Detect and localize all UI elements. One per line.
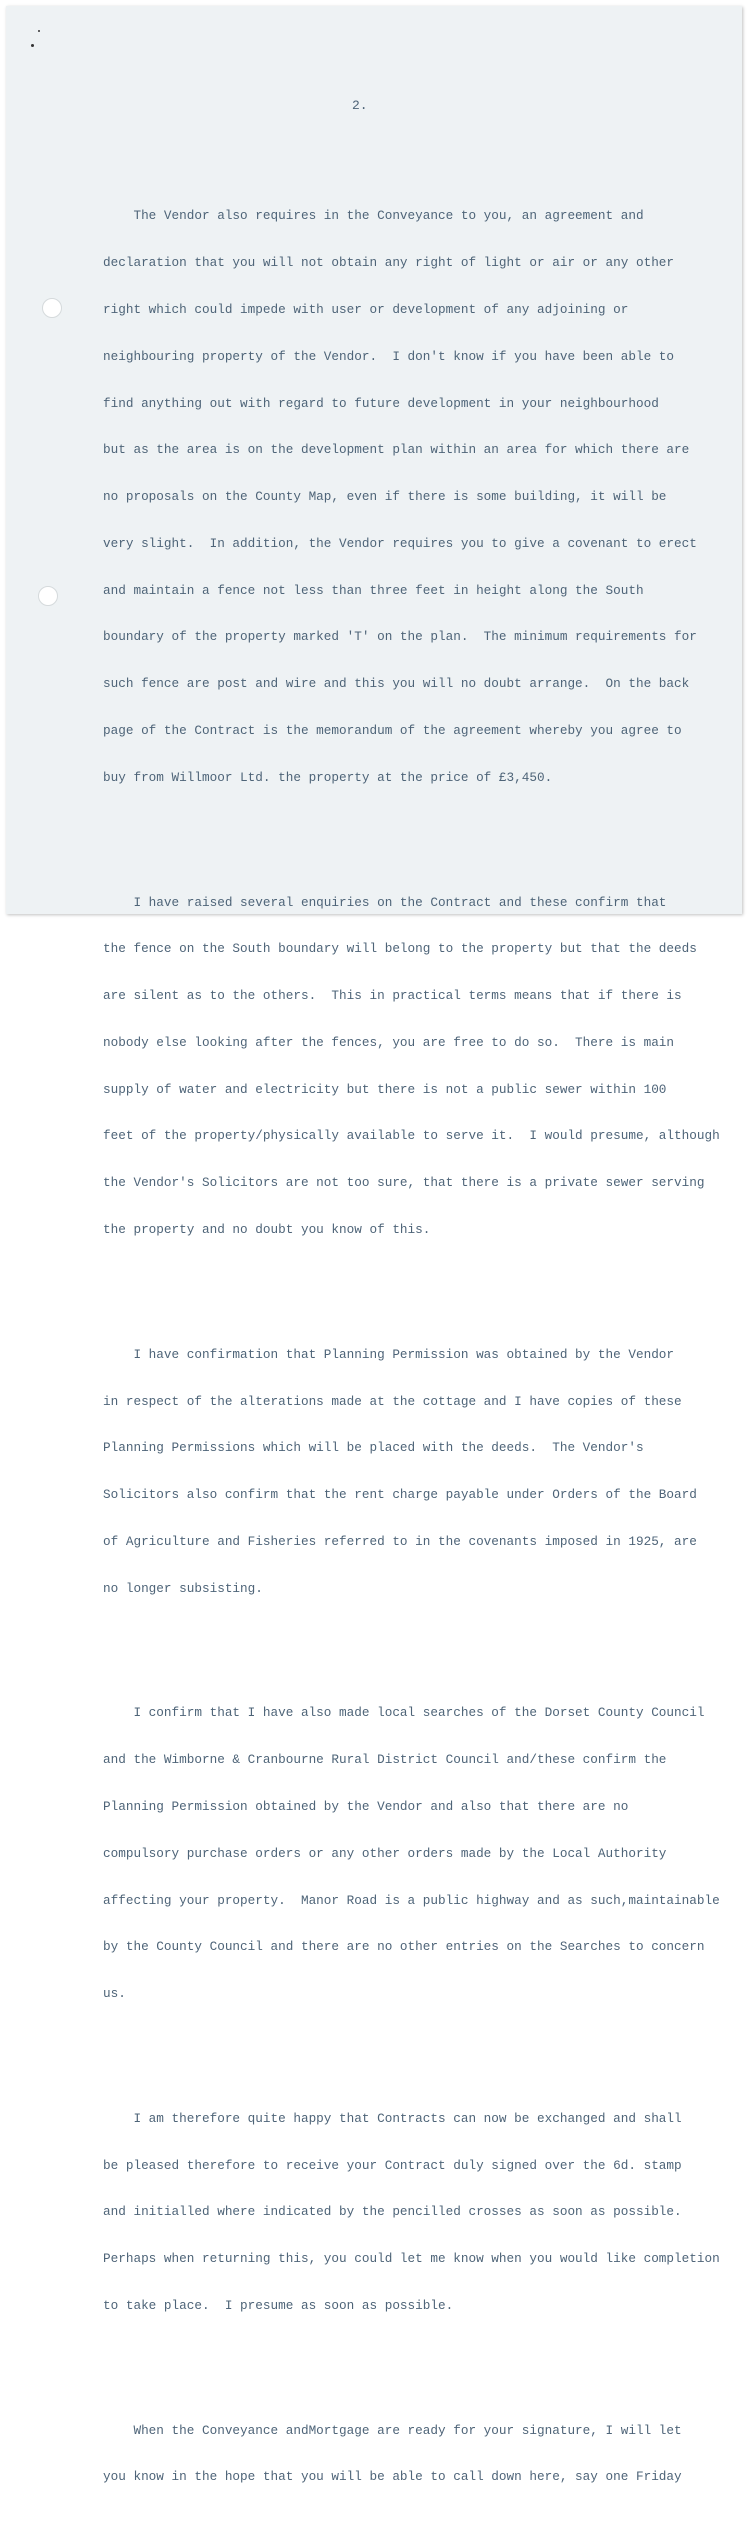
text-line: very slight. In addition, the Vendor requires you to give a covenant to erect bbox=[103, 535, 697, 551]
text-line: The Vendor also requires in the Conveyance to you, an agreement and bbox=[103, 208, 644, 224]
text-line: to take place. I presume as soon as possible. bbox=[103, 2297, 454, 2313]
paragraph bbox=[103, 177, 743, 816]
text-line: are silent as to the others. This in practical terms means that if there is bbox=[103, 988, 682, 1004]
text-line: nobody else looking after the fences, you are free to do so. There is main bbox=[103, 1034, 675, 1050]
paragraph bbox=[103, 2080, 743, 2345]
ink-speck bbox=[31, 44, 34, 47]
text-line: us. bbox=[103, 1986, 126, 2002]
text-line: affecting your property. Manor Road is a public highway and as such,maintainable bbox=[103, 1892, 720, 1908]
paragraph bbox=[103, 863, 743, 1268]
text-line: I have confirmation that Planning Permission was obtained by the Vendor bbox=[103, 1346, 675, 1362]
text-line: such fence are post and wire and this you will no doubt arrange. On the back bbox=[103, 676, 690, 692]
paragraph bbox=[103, 1674, 743, 2033]
text-line: Perhaps when returning this, you could let me know when you would like completion bbox=[103, 2251, 720, 2267]
text-line: I am therefore quite happy that Contracts can now be exchanged and shall bbox=[103, 2110, 682, 2126]
paragraph bbox=[103, 2392, 743, 2517]
text-line: the Vendor's Solicitors are not too sure, that there is a private sewer serving bbox=[103, 1175, 705, 1191]
text-line: be pleased therefore to receive your Contract duly signed over the 6d. stamp bbox=[103, 2157, 682, 2173]
text-line: the fence on the South boundary will belong to the property but that the deeds bbox=[103, 941, 697, 957]
punch-hole-top bbox=[42, 298, 62, 318]
page-number: 2. bbox=[352, 98, 368, 113]
text-line: Planning Permissions which will be placed with the deeds. The Vendor's bbox=[103, 1440, 644, 1456]
text-line: When the Conveyance andMortgage are ready for your signature, I will let bbox=[103, 2422, 682, 2438]
text-line: no proposals on the County Map, even if there is some building, it will be bbox=[103, 489, 667, 505]
text-line: page of the Contract is the memorandum of the agreement whereby you agree to bbox=[103, 722, 682, 738]
text-line: but as the area is on the development plan within an area for which there are bbox=[103, 442, 690, 458]
text-line: compulsory purchase orders or any other orders made by the Local Authority bbox=[103, 1845, 667, 1861]
text-line: in respect of the alterations made at the cottage and I have copies of these bbox=[103, 1393, 682, 1409]
text-line: boundary of the property marked 'T' on the plan. The minimum requirements for bbox=[103, 629, 697, 645]
ink-speck bbox=[38, 30, 40, 32]
letter-body bbox=[103, 146, 743, 2547]
text-line: and the Wimborne & Cranbourne Rural District Council and/these confirm the bbox=[103, 1752, 667, 1768]
text-line: Solicitors also confirm that the rent charge payable under Orders of the Board bbox=[103, 1487, 697, 1503]
text-line: I have raised several enquiries on the Contract and these confirm that bbox=[103, 894, 667, 910]
text-line: supply of water and electricity but there is not a public sewer within 100 bbox=[103, 1081, 667, 1097]
text-line: and maintain a fence not less than three feet in height along the South bbox=[103, 582, 644, 598]
text-line: feet of the property/physically available to serve it. I would presume, although bbox=[103, 1128, 720, 1144]
text-line: of Agriculture and Fisheries referred to in the covenants imposed in 1925, are bbox=[103, 1533, 697, 1549]
text-line: neighbouring property of the Vendor. I don't know if you have been able to bbox=[103, 348, 675, 364]
punch-hole-bottom bbox=[38, 586, 58, 606]
text-line: Planning Permission obtained by the Vendor and also that there are no bbox=[103, 1798, 629, 1814]
text-line: and initialled where indicated by the pencilled crosses as soon as possible. bbox=[103, 2204, 682, 2220]
text-line: no longer subsisting. bbox=[103, 1580, 263, 1596]
text-line: by the County Council and there are no other entries on the Searches to concern bbox=[103, 1939, 705, 1955]
text-line: find anything out with regard to future development in your neighbourhood bbox=[103, 395, 659, 411]
text-line: the property and no doubt you know of this. bbox=[103, 1221, 431, 1237]
text-line: right which could impede with user or development of any adjoining or bbox=[103, 301, 629, 317]
text-line: you know in the hope that you will be able to call down here, say one Friday bbox=[103, 2469, 682, 2485]
text-line: declaration that you will not obtain any right of light or air or any other bbox=[103, 255, 675, 271]
text-line: I confirm that I have also made local searches of the Dorset County Council bbox=[103, 1705, 705, 1721]
text-line: buy from Willmoor Ltd. the property at the price of £3,450. bbox=[103, 769, 553, 785]
paragraph bbox=[103, 1316, 743, 1628]
